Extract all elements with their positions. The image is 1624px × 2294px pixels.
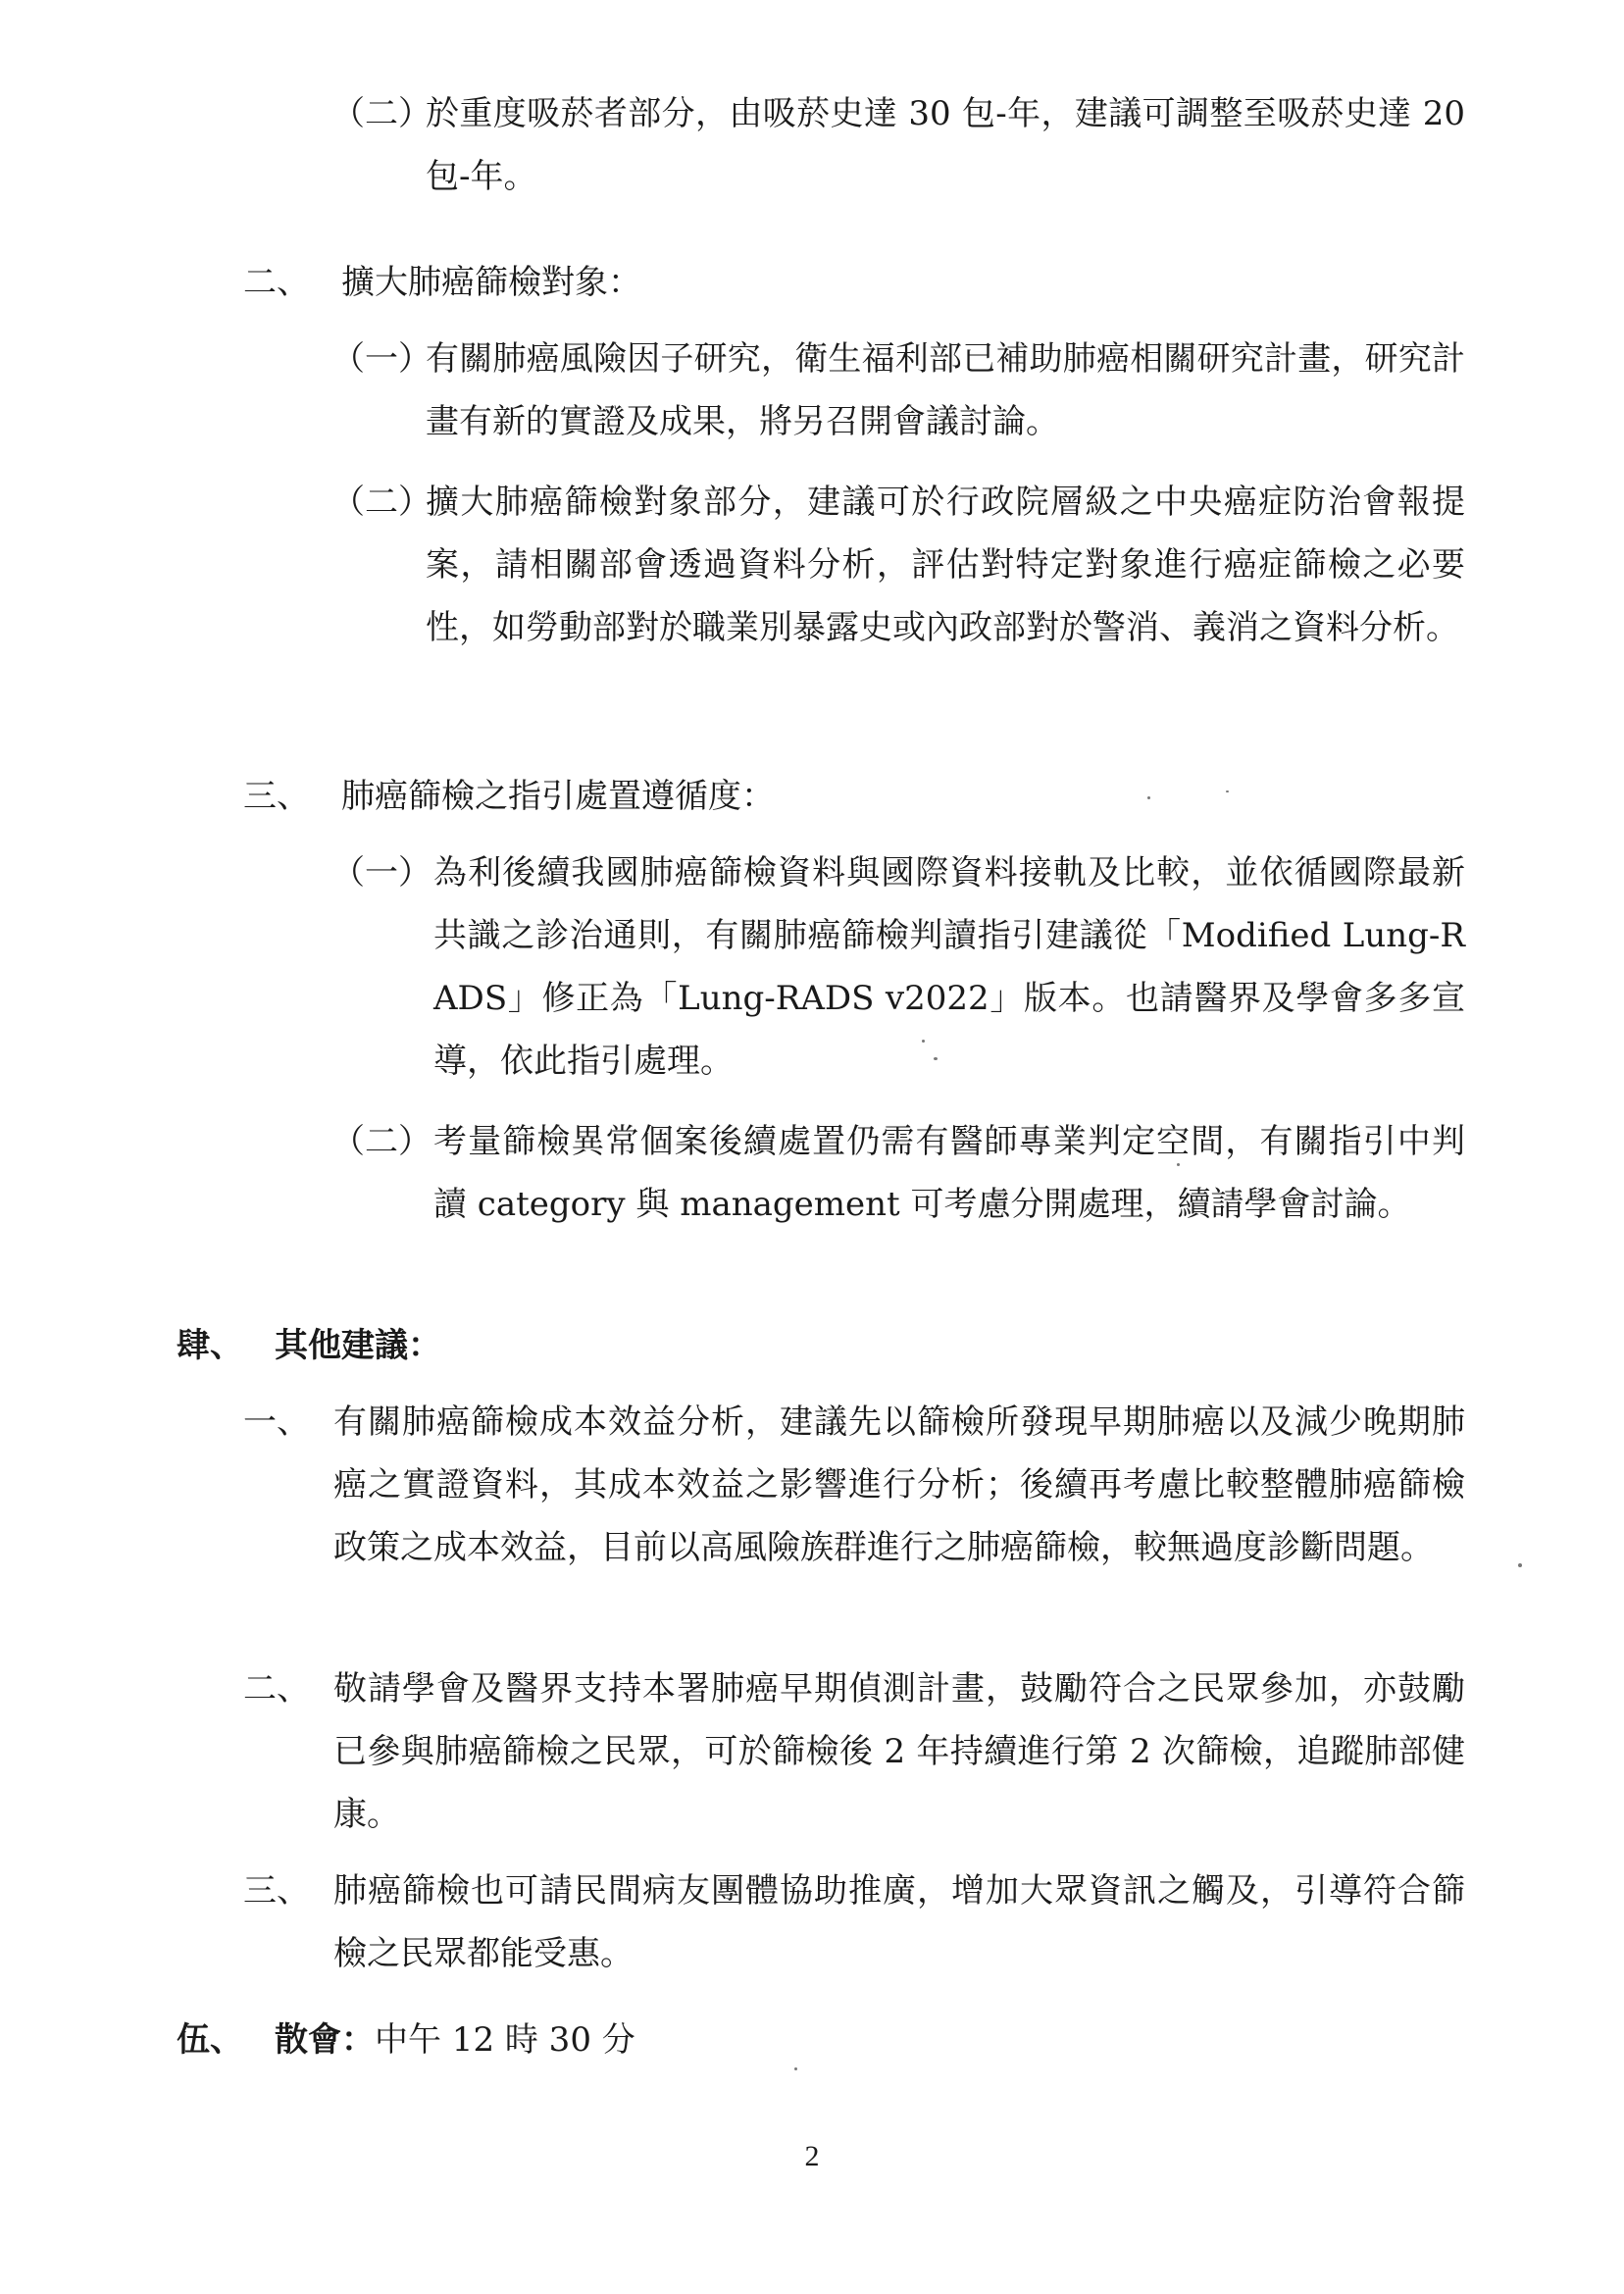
sec2-item-2 [331,471,1465,659]
section-title: 肺癌篩檢之指引處置遵循度： [341,777,775,816]
scan-speck [1177,1163,1180,1166]
item-number: 二、 [243,1669,310,1708]
item-number: （二） [331,483,431,522]
item-text: 於重度吸菸者部分，由吸菸史達 30 包-年，建議可調整至吸菸史達 20 包-年。 [426,94,1465,196]
item-number: 一、 [243,1402,310,1442]
scan-speck [1147,796,1150,799]
sec2-item-1 [331,328,1465,453]
item-text: 為利後續我國肺癌篩檢資料與國際資料接軌及比較，並依循國際最新共識之診治通則，有關肺癌篩檢判讀指引建議從「Modified Lung-RADS」修正為「Lung-RADS v2022」版本。也請醫界及學會多多宣導，依此指引處理。 [433,853,1465,1081]
section-3-heading [243,765,775,828]
section-number: 三、 [243,777,310,816]
item-text: 有關肺癌篩檢成本效益分析，建議先以篩檢所發現早期肺癌以及減少晚期肺癌之實證資料，其成本效益之影響進行分析；後續再考慮比較整體肺癌篩檢政策之成本效益，目前以高風險族群進行之肺癌篩檢，較無過度診斷問題。 [333,1402,1465,1567]
scan-speck [1226,790,1229,792]
item-text: 擴大肺癌篩檢對象部分，建議可於行政院層級之中央癌症防治會報提案，請相關部會透過資料分析，評估對特定對象進行癌症篩檢之必要性，如勞動部對於職業別暴露史或內政部對於警消、義消之資料分析。 [426,483,1465,647]
sec1-item-2 [331,82,1465,208]
item-text: 肺癌篩檢也可請民間病友團體協助推廣，增加大眾資訊之觸及，引導符合篩檢之民眾都能受惠。 [333,1871,1465,1973]
section-title: 擴大肺癌篩檢對象： [341,263,641,302]
item-text: 有關肺癌風險因子研究，衛生福利部已補助肺癌相關研究計畫，研究計畫有新的實證及成果，將另召開會議討論。 [426,339,1465,441]
item-number: （二） [331,94,431,133]
part-5-heading [177,2009,635,2071]
section-number: 二、 [243,263,310,302]
scan-speck [934,1057,938,1060]
item-number: （一） [331,339,431,379]
item-number: （二） [331,1122,431,1161]
part-4-heading [177,1314,441,1377]
section-2-heading [243,251,641,314]
item-text: 考量篩檢異常個案後續處置仍需有醫師專業判定空間，有關指引中判讀 category 與 management 可考慮分開處理，續請學會討論。 [433,1122,1465,1224]
sec3-item-2 [331,1110,1465,1236]
adjourn-time: 中午 12 時 30 分 [375,2020,635,2060]
scan-speck [922,1040,925,1043]
item-number: 三、 [243,1871,310,1911]
sec3-item-1 [331,841,1465,1093]
scan-speck [794,2067,797,2070]
page-number: 2 [804,2140,820,2172]
part4-item-2 [243,1657,1465,1846]
part-number: 肆、 [177,1326,243,1365]
scan-speck [1518,1563,1522,1567]
part4-item-3 [243,1860,1465,1985]
part4-item-1 [243,1391,1465,1579]
item-text: 敬請學會及醫界支持本署肺癌早期偵測計畫，鼓勵符合之民眾參加，亦鼓勵已參與肺癌篩檢之民眾，可於篩檢後 2 年持續進行第 2 次篩檢，追蹤肺部健康。 [333,1669,1465,1834]
part-number: 伍、 [177,2020,243,2060]
part-title: 散會： [275,2020,375,2060]
part-title: 其他建議： [275,1326,441,1365]
item-number: （一） [331,853,431,892]
